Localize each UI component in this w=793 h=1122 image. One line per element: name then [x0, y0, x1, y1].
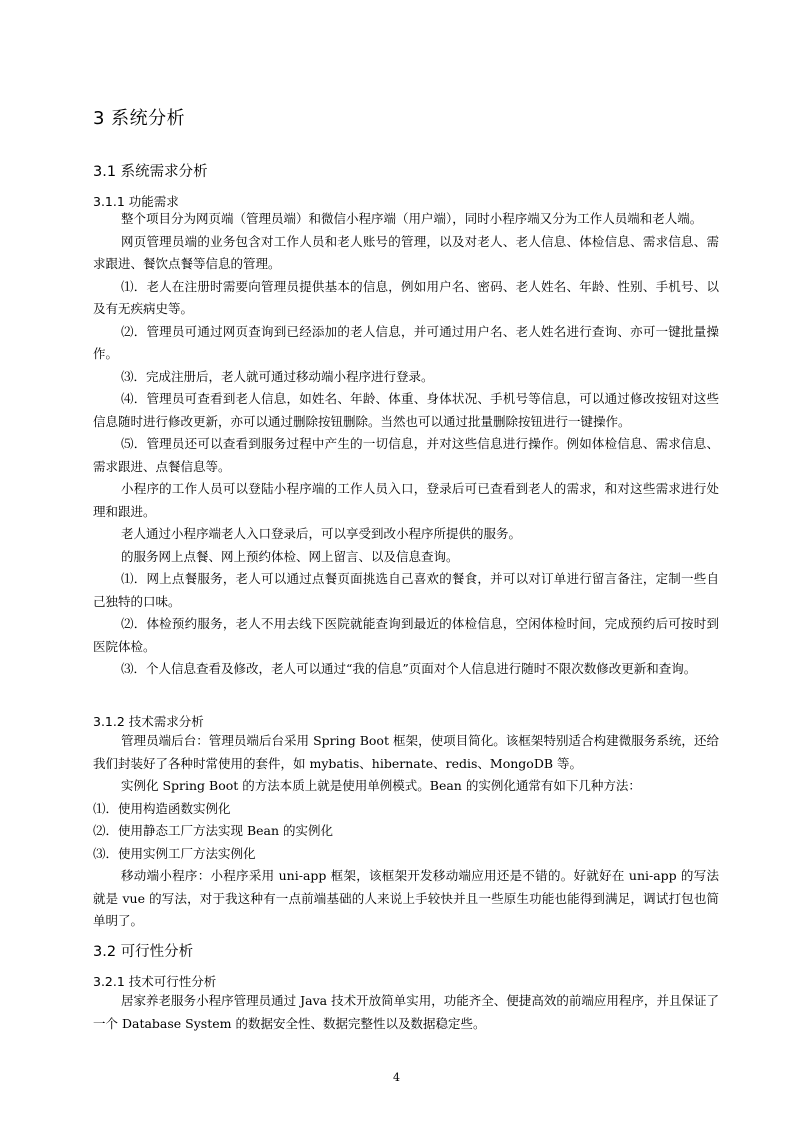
list-item: ⑶．个人信息查看及修改，老人可以通过“我的信息”页面对个人信息进行随时不限次数修改更新和查询。 — [121, 661, 697, 676]
list-item: ⑴．老人在注册时需要向管理员提供基本的信息，例如用户名、密码、老人姓名、年龄、性别、手机号、以及有无疾病史等。 — [93, 278, 719, 316]
list-item: ⑶．完成注册后，老人就可通过移动端小程序进行登录。 — [121, 368, 434, 384]
paragraph: 的服务网上点餐、网上预约体检、网上留言、以及信息查询。 — [121, 548, 459, 564]
subsection-heading-3-1-2: 3.1.2 技术需求分析 — [93, 714, 204, 729]
page-number: 4 — [393, 1071, 400, 1084]
subsection-heading-3-2-1: 3.2.1 技术可行性分析 — [93, 974, 217, 989]
section-heading-3-2: 3.2 可行性分析 — [93, 944, 194, 960]
section-3-1-1-body — [93, 208, 719, 681]
paragraph: 管理员端后台：管理员端后台采用 Spring Boot 框架，使项目简化。该框架特别适合构建微服务系统，还给我们封装好了各种时常使用的套件，如 mybatis、hibernate、redis、MongoDB 等。 — [93, 733, 719, 771]
paragraph: 老人通过小程序端老人入口登录后，可以享受到改小程序所提供的服务。 — [121, 526, 522, 541]
paragraph: 整个项目分为网页端（管理员端）和微信小程序端（用户端），同时小程序端又分为工作人员端和老人端。 — [121, 211, 703, 226]
list-item: ⑶．使用实例工厂方法实例化 — [93, 845, 256, 861]
list-item: ⑷．管理员可查看到老人信息，如姓名、年龄、体重、身体状况、手机号等信息，可以通过修改按钮对这些信息随时进行修改更新，亦可以通过删除按钮删除。当然也可以通过批量删除按钮进行一键操作。 — [93, 391, 719, 429]
chapter-heading: 3 系统分析 — [93, 108, 186, 129]
list-item: ⑵．体检预约服务，老人不用去线下医院就能查询到最近的体检信息，空闲体检时间，完成预约后可按时到医院体检。 — [93, 616, 719, 654]
subsection-heading-3-1-1: 3.1.1 功能需求 — [93, 194, 179, 209]
section-heading-3-1: 3.1 系统需求分析 — [93, 164, 208, 180]
list-item: ⑴．网上点餐服务，老人可以通过点餐页面挑选自己喜欢的餐食，并可以对订单进行留言备注，定制一些自己独特的口味。 — [93, 571, 719, 609]
paragraph: 实例化 Spring Boot 的方法本质上就是使用单例模式。Bean 的实例化通常有如下几种方法： — [121, 778, 641, 793]
list-item: ⑵．使用静态工厂方法实现 Bean 的实例化 — [93, 823, 334, 838]
list-item: ⑸．管理员还可以查看到服务过程中产生的一切信息，并对这些信息进行操作。例如体检信息、需求信息、需求跟进、点餐信息等。 — [93, 436, 719, 474]
section-3-2-1-body — [93, 990, 719, 1035]
paragraph: 小程序的工作人员可以登陆小程序端的工作人员入口，登录后可已查看到老人的需求，和对这些需求进行处理和跟进。 — [93, 481, 719, 519]
list-item: ⑵．管理员可通过网页查询到已经添加的老人信息，并可通过用户名、老人姓名进行查询、亦可一键批量操作。 — [93, 323, 719, 361]
paragraph: 居家养老服务小程序管理员通过 Java 技术开放简单实用，功能齐全、便捷高效的前端应用程序，并且保证了一个 Database System 的数据安全性、数据完整性以及数据稳定些。 — [93, 993, 719, 1031]
list-item: ⑴．使用构造函数实例化 — [93, 800, 231, 816]
section-3-1-2-body — [93, 730, 719, 933]
paragraph: 网页管理员端的业务包含对工作人员和老人账号的管理，以及对老人、老人信息、体检信息、需求信息、需求跟进、餐饮点餐等信息的管理。 — [93, 233, 719, 271]
paragraph: 移动端小程序：小程序采用 uni-app 框架，该框架开发移动端应用还是不错的。好就好在 uni-app 的写法就是 vue 的写法，对于我这种有一点前端基础的人来说上手较快并且一些原生功能也能得到满足，调试打包也简单明了。 — [93, 868, 719, 928]
